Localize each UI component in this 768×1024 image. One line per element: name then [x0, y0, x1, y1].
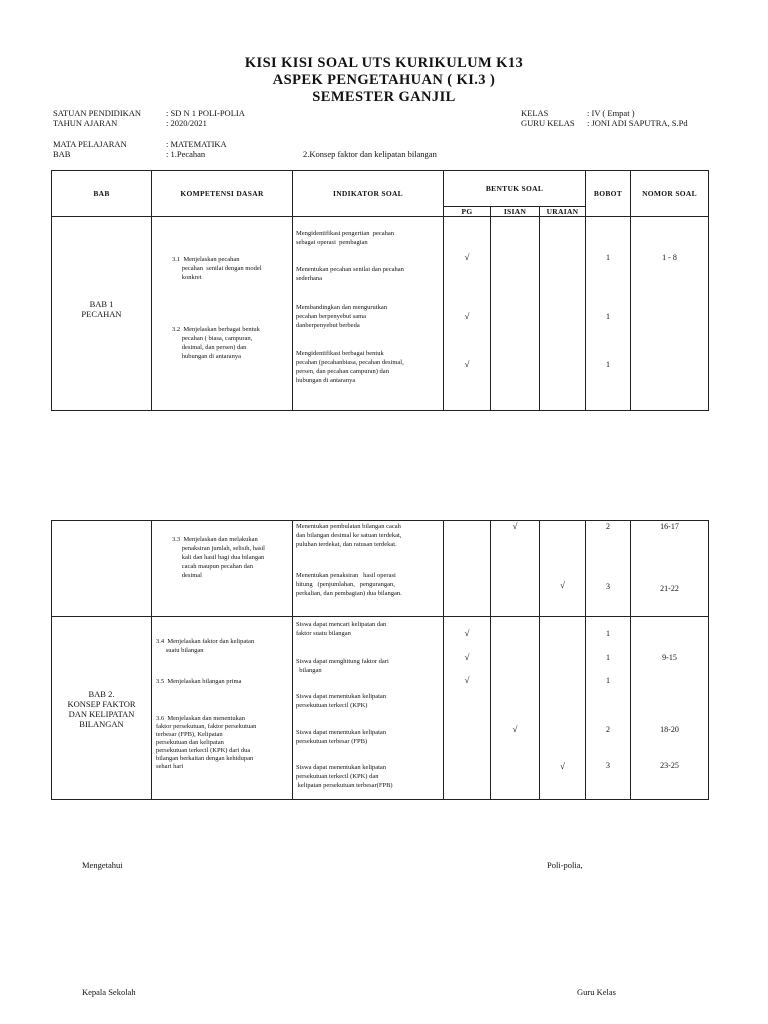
indikator-3: Membandingkan dan mengurutkan pecahan berpenyebut sama danberpenyebut berbeda: [296, 304, 387, 329]
indikator-e: Siswa dapat menentukan kelipatan persekutuan terkecil (KPK): [296, 693, 387, 709]
bobot-value: 1: [606, 253, 611, 262]
uraian-cell-1: [540, 217, 586, 411]
bobot-value: 2: [606, 725, 610, 734]
pg-cell-1: [444, 217, 491, 411]
indikator-cell-2: [293, 521, 444, 617]
kd-cell-1: [152, 217, 293, 411]
satuan-value: : SD N 1 POLI-POLIA: [166, 108, 245, 118]
kelas-value: : IV ( Empat ): [587, 108, 635, 118]
isian-cell-1: [491, 217, 540, 411]
header-nomor-soal: NOMOR SOAL: [631, 171, 709, 217]
bobot-value: 1: [606, 629, 610, 638]
bobot-cell-3: [586, 617, 631, 800]
check-mark: √: [464, 252, 470, 262]
bab-1-label: BAB 1 PECAHAN: [81, 299, 122, 319]
indikator-2: Menentukan pecahan senilai dan pecahan sederhana: [296, 266, 404, 282]
nomor-value: 9-15: [662, 653, 677, 662]
kepala-sekolah-label: Kepala Sekolah: [82, 987, 136, 997]
tahun-label: TAHUN AJARAN: [53, 118, 118, 128]
mapel-value: : MATEMATIKA: [166, 139, 227, 149]
indikator-b: Menentukan penaksiran hasil operasi hitung (penjumlahan, pengurangan, perkalian, dan pembagian) dua bilangan.: [296, 572, 402, 597]
mapel-label: MATA PELAJARAN: [53, 139, 127, 149]
indikator-d: Siswa dapat menghitung faktor dari bilangan: [296, 658, 389, 674]
nomor-cell-1: [631, 217, 709, 411]
header-isian: ISIAN: [491, 207, 540, 217]
document-title-line1: KISI KISI SOAL UTS KURIKULUM K13: [244, 55, 524, 71]
bobot-value: 1: [606, 312, 611, 321]
bab-2-label: BAB 2. KONSEP FAKTOR DAN KELIPATAN BILANGAN: [67, 689, 136, 729]
pg-cell-3: [444, 617, 491, 800]
guru-value: : JONI ADI SAPUTRA, S.Pd: [587, 118, 688, 128]
satuan-label: SATUAN PENDIDIKAN: [53, 108, 142, 118]
check-mark: √: [464, 359, 470, 369]
header-bentuk-soal: BENTUK SOAL: [444, 171, 586, 207]
kd-3-2: 3.2 Menjelaskan berbagai bentuk pecahan ( biasa, campuran, desimal, dan persen) dan hubungan di antaranya: [172, 326, 260, 360]
isian-cell-2: [491, 521, 540, 617]
kisi-table-1: [51, 170, 709, 411]
header-bobot: BOBOT: [586, 171, 631, 217]
kd-cell-3-3: [152, 521, 293, 617]
kd-cell-3-4-to-3-6: [152, 617, 293, 800]
guru-label: GURU KELAS: [521, 118, 575, 128]
check-mark: √: [560, 580, 565, 590]
kd-3-4: 3.4 Menjelaskan faktor dan kelipatan suatu bilangan: [156, 638, 255, 654]
check-mark: √: [512, 724, 518, 734]
check-mark: √: [464, 675, 470, 685]
bab-1-cell: [52, 217, 152, 411]
bab-empty-cell: [52, 521, 152, 617]
header-uraian: URAIAN: [540, 207, 586, 217]
kisi-table-2: [51, 520, 709, 800]
nomor-value: 21-22: [660, 584, 679, 593]
bobot-value: 1: [606, 653, 610, 662]
nomor-value: 23-25: [660, 761, 679, 770]
nomor-value: 18-20: [660, 725, 679, 734]
nomor-value: 1 - 8: [662, 253, 677, 262]
guru-kelas-label: Guru Kelas: [577, 987, 616, 997]
uraian-cell-3: [540, 617, 586, 800]
indikator-f: Siswa dapat menentukan kelipatan persekutuan terbesar (FPB): [296, 729, 387, 745]
bab-label: BAB: [53, 149, 71, 159]
kd-3-3: 3.3 Menjelaskan dan melakukan penaksiran jumlah, selisih, hasil kali dan hasil bagi dua bilangan cacah maupun pecahan dan desimal: [172, 536, 265, 579]
bobot-cell-1: [586, 217, 631, 411]
bobot-value: 3: [606, 582, 610, 591]
indikator-4: Mengidentifikasi berbagai bentuk pecahan (pecahanbiasa, pecahan desimal, persen, dan pecahan campuran) dan hubungan di antaranya: [296, 350, 404, 384]
indikator-1: Mengidentifikasi pengertian pecahan sebagai operasi pembagian: [296, 230, 395, 246]
check-mark: √: [560, 761, 565, 771]
place-date: Poli-polia,: [547, 860, 583, 870]
indikator-g: Siswa dapat menentukan kelipatan persekutuan terkecil (KPK) dan kelipatan persekutuan terbesar(FPB): [296, 764, 393, 789]
isian-cell-3: [491, 617, 540, 800]
indikator-c: Siswa dapat mencari kelipatan dan faktor suatu bilangan: [296, 621, 387, 637]
bobot-value: 1: [606, 360, 611, 369]
bab-value-2: 2.Konsep faktor dan kelipatan bilangan: [303, 149, 437, 159]
kd-3-5: 3.5 Menjelaskan bilangan prima: [156, 678, 242, 685]
header-kompetensi-dasar: KOMPETENSI DASAR: [152, 171, 293, 217]
bobot-value: 1: [606, 676, 610, 685]
check-mark: √: [512, 521, 518, 531]
kd-3-6: 3.6 Menjelaskan dan menentukan faktor persekutuan, faktor persekutuan terbesar (FPB), Kelipatan persekutuan dan kelipatan persekutuan terkecil (KPK) dari dua bilangan berkaitan dengan kehidupan sehari hari: [156, 715, 257, 770]
bab-2-cell: [52, 617, 152, 800]
nomor-value: 16-17: [660, 522, 679, 531]
nomor-cell-3: [631, 617, 709, 800]
document-title-line2: ASPEK PENGETAHUAN ( KI.3 ): [272, 72, 496, 88]
header-indikator-soal: INDIKATOR SOAL: [293, 171, 444, 217]
header-pg: PG: [444, 207, 491, 217]
document-title-line3: SEMESTER GANJIL: [312, 89, 456, 105]
nomor-cell-2: [631, 521, 709, 617]
check-mark: √: [464, 628, 470, 638]
kelas-label: KELAS: [521, 108, 549, 118]
bobot-value: 2: [606, 522, 610, 531]
check-mark: √: [464, 311, 470, 321]
indikator-cell-3: [293, 617, 444, 800]
bobot-value: 3: [606, 761, 610, 770]
header-bab: BAB: [52, 171, 152, 217]
uraian-cell-2: [540, 521, 586, 617]
bobot-cell-2: [586, 521, 631, 617]
kd-3-1: 3.1 Menjelaskan pecahan pecahan senilai dengan model konkret: [172, 256, 262, 281]
indikator-a: Menentukan pembulatan bilangan cacah dan bilangan desimal ke satuan terdekat, puluhan terdekat, dan ratusan terdekat.: [296, 523, 402, 548]
bab-value: : 1.Pecahan: [166, 149, 206, 159]
indikator-cell-1: [293, 217, 444, 411]
tahun-value: : 2020/2021: [166, 118, 207, 128]
mengetahui-label: Mengetahui: [82, 860, 123, 870]
pg-cell-2: [444, 521, 491, 617]
check-mark: √: [464, 652, 470, 662]
